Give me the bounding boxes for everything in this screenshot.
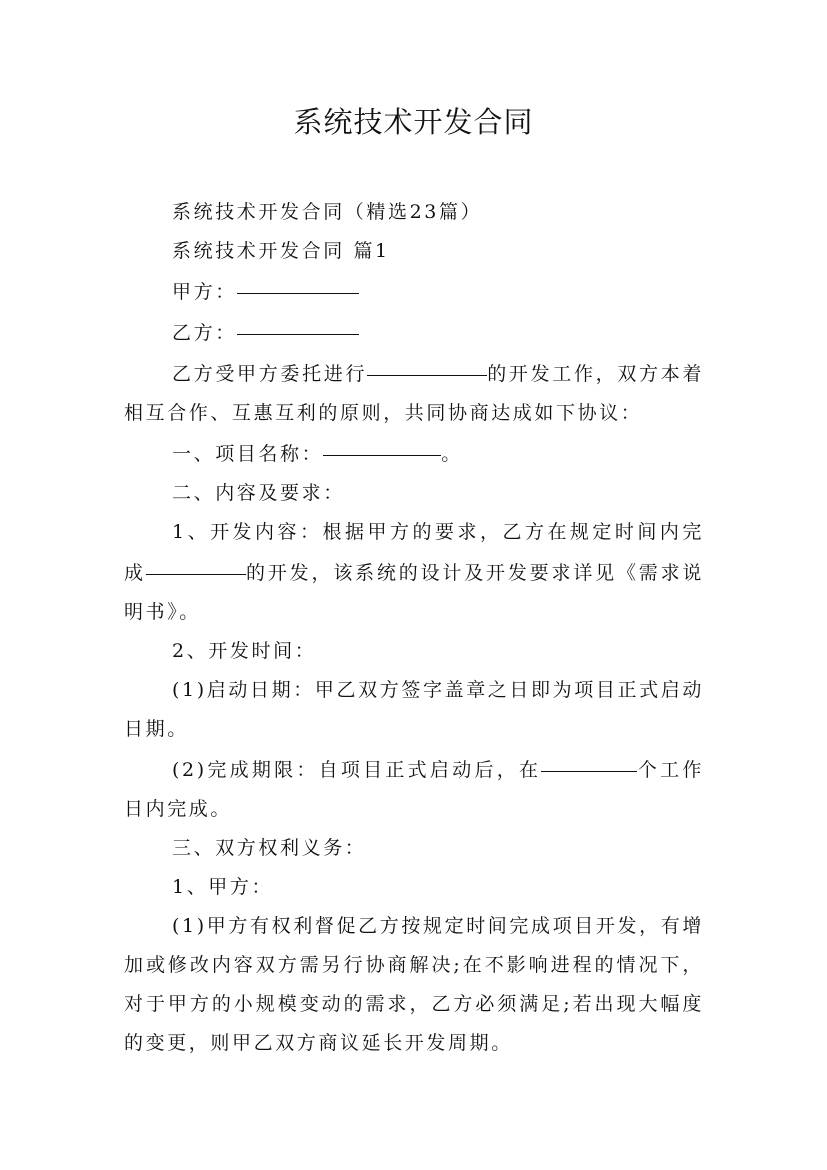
paragraph-text: 的开发工作，双方本着相互合作、互惠互利的原则，共同协商达成如下协议：	[124, 363, 704, 424]
document-title: 系统技术开发合同	[293, 105, 534, 139]
entrust-blank	[367, 349, 487, 376]
paragraph-dev-time	[124, 632, 704, 671]
project-name-blank	[323, 429, 441, 456]
paragraph-text: (1)甲方有权利督促乙方按规定时间完成项目开发，有增加或修改内容双方需另行协商解决;在不影响进程的情况下，对于甲方的小规模变动的需求，乙方必须满足;若出现大幅度的变更，则甲乙双方商议延长开发周期。	[124, 915, 704, 1054]
paragraph-dev-content	[124, 513, 704, 632]
paragraph-project-name	[124, 433, 704, 474]
paragraph-text: 二、内容及要求：	[172, 482, 345, 504]
paragraph-text: 个工作日内完成。	[124, 759, 704, 820]
party-b-line	[124, 312, 704, 353]
party-b-blank	[237, 308, 359, 335]
paragraph-section-title	[124, 232, 704, 271]
paragraph-text: 乙方受甲方委托进行	[172, 363, 368, 385]
paragraph-text: 系统技术开发合同（精选23篇）	[172, 201, 483, 223]
paragraph-text: (2)完成期限：自项目正式启动后，在	[172, 759, 542, 781]
party-a-line	[124, 271, 704, 312]
paragraph-entrust	[124, 353, 704, 433]
paragraph-start-date	[124, 671, 704, 749]
paragraph-party-a	[124, 868, 704, 907]
paragraph-text: 系统技术开发合同 篇1	[172, 240, 390, 262]
paragraph-deadline	[124, 749, 704, 829]
paragraph-text: 2、开发时间：	[172, 640, 317, 662]
paragraph-text: 三、双方权利义务：	[172, 837, 367, 859]
document-body	[124, 193, 704, 1063]
paragraph-rights-obligations	[124, 829, 704, 868]
paragraph-text: 的开发，该系统的设计及开发要求详见《需求说明书》。	[124, 562, 704, 623]
paragraph-text: 一、项目名称：	[172, 443, 324, 465]
paragraph-text: 1、开发内容：根据甲方的要求，乙方在规定时间内完成	[124, 521, 704, 584]
deadline-blank	[541, 745, 637, 772]
party-a-label: 甲方：	[172, 281, 237, 303]
paragraph-text: 。	[441, 443, 463, 465]
party-a-blank	[237, 267, 359, 294]
dev-content-blank	[146, 548, 246, 575]
paragraph-content-requirements	[124, 474, 704, 513]
paragraph-party-a-rights	[124, 907, 704, 1063]
paragraph-heading	[124, 193, 704, 232]
paragraph-text: (1)启动日期：甲乙双方签字盖章之日即为项目正式启动日期。	[124, 679, 704, 740]
party-b-label: 乙方：	[172, 322, 237, 344]
paragraph-text: 1、甲方：	[172, 876, 274, 898]
